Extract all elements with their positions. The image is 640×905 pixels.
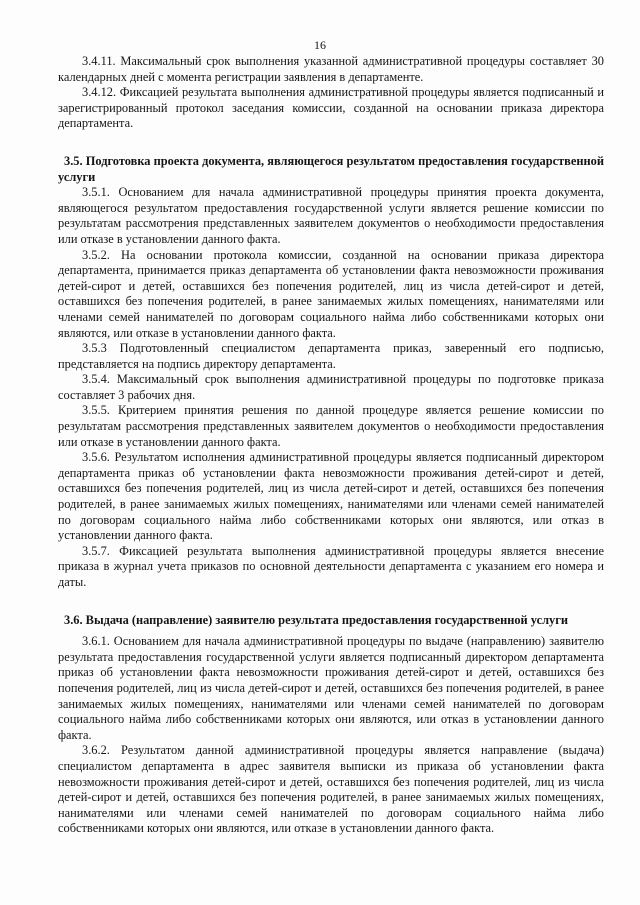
paragraph-3-4-11: 3.4.11. Максимальный срок выполнения указанной административной процедуры составляет 30 календарных дней с момента регистрации заявления в департаменте. xyxy=(58,54,604,84)
paragraph-3-5-6: 3.5.6. Результатом исполнения административной процедуры является подписанный директором департамента приказ об установлении факта невозможности проживания детей-сирот и детей, оставшихся без попечения родителей, лиц из числа детей-сирот и детей, оставшихся без попечения родителей, в ранее занимаемых жилых помещениях, нанимателями или членами семей нанимателей по договорам социального найма либо собственниками которых они являются, или отказ в установлении данного факта. xyxy=(58,450,604,543)
page-content xyxy=(58,54,604,837)
paragraph-3-6-2: 3.6.2. Результатом данной административной процедуры является направление (выдача) специалистом департамента в адрес заявителя выписки из приказа об установлении факта невозможности проживания детей-сирот и детей, оставшихся без попечения родителей, лиц из числа детей-сирот и детей, оставшихся без попечения родителей, в ранее занимаемых жилых помещениях, нанимателями или членами семей нанимателей по договорам социального найма либо собственниками которых они являются, или отказе в установлении данного факта. xyxy=(58,743,604,836)
paragraph-3-5-1: 3.5.1. Основанием для начала административной процедуры принятия проекта документа, являющегося результатом предоставления государственной услуги является решение комиссии по результатам рассмотрения представленных заявителем документов о необходимости предоставления или отказе в установлении данного факта. xyxy=(58,185,604,246)
section-heading-3-5: 3.5. Подготовка проекта документа, являющегося результатом предоставления государственной услуги xyxy=(58,153,604,184)
paragraph-3-6-1: 3.6.1. Основанием для начала административной процедуры по выдаче (направлению) заявителю результата предоставления государственной услуги является подписанный директором департамента приказ об установлении факта невозможности проживания детей-сирот и детей, оставшихся без попечения родителей, лиц из числа детей-сирот и детей, оставшихся без попечения родителей, в ранее занимаемых жилых помещениях, нанимателями или членами семей нанимателей по договорам социального найма либо собственниками которых они являются, или отказ в установлении данного факта. xyxy=(58,634,604,742)
section-gap xyxy=(58,132,604,154)
section-heading-3-6: 3.6. Выдача (направление) заявителю результата предоставления государственной услуги xyxy=(64,612,569,627)
paragraph-3-5-2: 3.5.2. На основании протокола комиссии, созданной на основании приказа директора департамента, принимается приказ департамента об установлении факта невозможности проживания детей-сирот и детей, оставшихся без попечения родителей, лиц из числа детей-сирот и детей, оставшихся без попечения родителей, в ранее занимаемых жилых помещениях, нанимателями или членами семей нанимателей по договорам социального найма либо собственниками которых они являются, или отказе в установлении данного факта. xyxy=(58,247,604,340)
section-gap xyxy=(58,591,604,613)
page-number: 16 xyxy=(314,38,326,52)
paragraph-3-5-3: 3.5.3 Подготовленный специалистом департамента приказ, заверенный его подписью, представляется на подпись директору департамента. xyxy=(58,341,604,371)
paragraph-3-5-5: 3.5.5. Критерием принятия решения по данной процедуре является решение комиссии по результатам рассмотрения представленных заявителем документов о необходимости предоставления или отказе в установлении данного факта. xyxy=(58,403,604,449)
paragraph-3-5-7: 3.5.7. Фиксацией результата выполнения административной процедуры является внесение приказа в журнал учета приказов по основной деятельности департамента с указанием его номера и даты. xyxy=(58,543,604,589)
paragraph-3-4-12: 3.4.12. Фиксацией результата выполнения административной процедуры является подписанный и зарегистрированный протокол заседания комиссии, созданной на основании приказа директора департамента. xyxy=(58,85,604,131)
paragraph-3-5-4: 3.5.4. Максимальный срок выполнения административной процедуры по подготовке приказа составляет 3 рабочих дня. xyxy=(58,372,604,402)
